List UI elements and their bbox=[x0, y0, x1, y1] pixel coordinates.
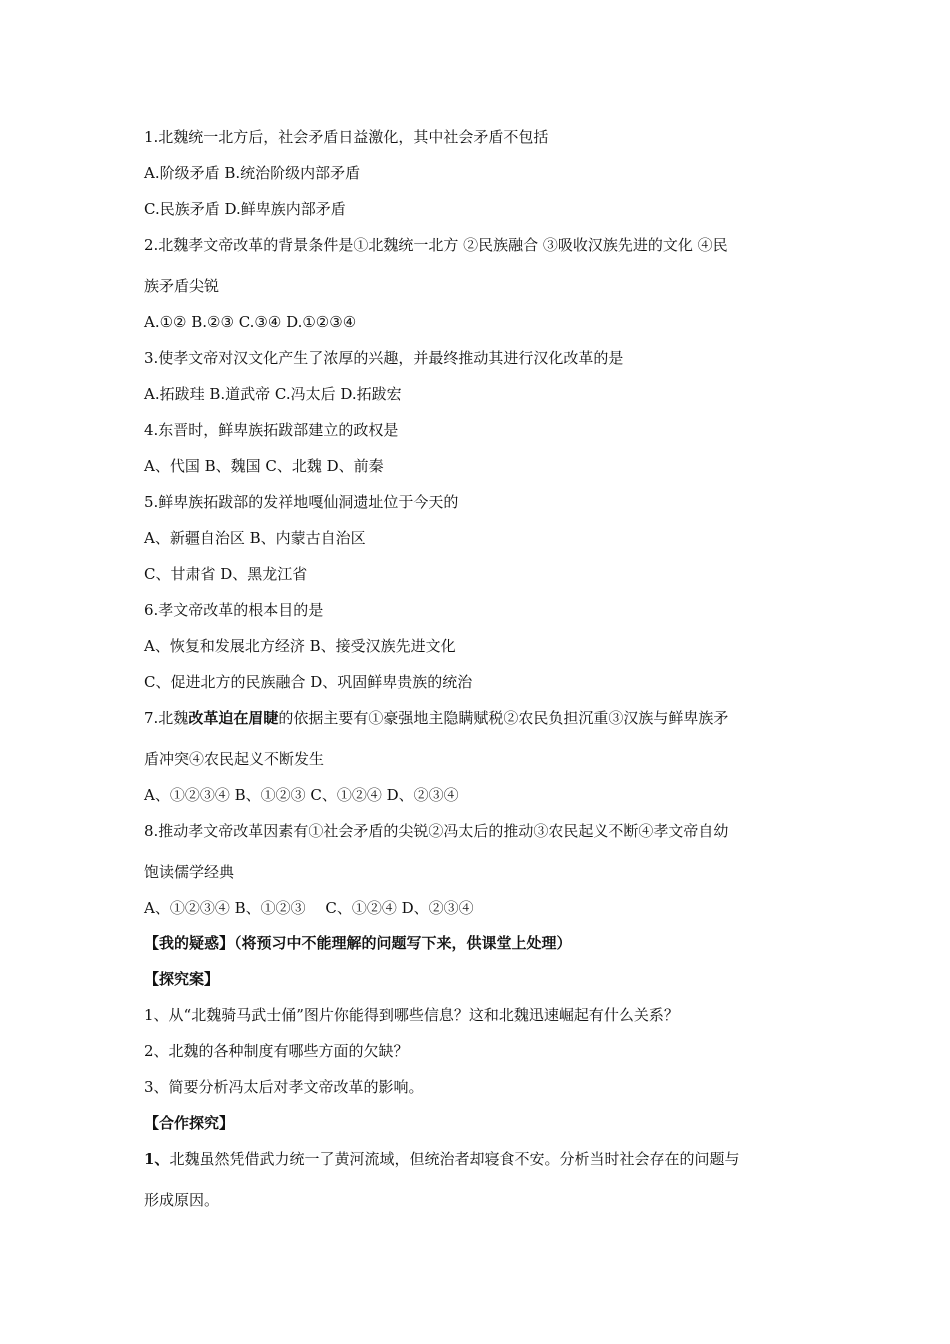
q1-options-ab: A.阶级矛盾 B.统治阶级内部矛盾 bbox=[144, 164, 361, 182]
q3-options: A.拓跋珪 B.道武帝 C.冯太后 D.拓跋宏 bbox=[144, 385, 402, 403]
q1-options-cd: C.民族矛盾 D.鲜卑族内部矛盾 bbox=[144, 200, 346, 218]
coop-item-1-text: 北魏虽然凭借武力统一了黄河流域，但统治者却寝食不安。分析当时社会存在的问题与 bbox=[169, 1150, 740, 1168]
q4-options: A、代国 B、魏国 C、北魏 D、前秦 bbox=[144, 457, 384, 475]
q7-stem-suffix: 的依据主要有①豪强地主隐瞒赋税②农民负担沉重③汉族与鲜卑族矛 bbox=[278, 709, 729, 727]
q3-stem: 3.使孝文帝对汉文化产生了浓厚的兴趣，并最终推动其进行汉化改革的是 bbox=[144, 349, 624, 367]
q2-stem-line2: 族矛盾尖锐 bbox=[144, 277, 220, 295]
coop-item-1-number: 1、 bbox=[144, 1150, 170, 1168]
q2-options: A.①② B.②③ C.③④ D.①②③④ bbox=[144, 313, 357, 331]
coop-item-1-line2: 形成原因。 bbox=[144, 1191, 220, 1209]
q8-stem-line2: 饱读儒学经典 bbox=[144, 863, 235, 881]
q5-stem: 5.鲜卑族拓跋部的发祥地嘎仙洞遗址位于今天的 bbox=[144, 493, 459, 511]
doubts-heading: 【我的疑惑】（将预习中不能理解的问题写下来，供课堂上处理） bbox=[144, 934, 572, 952]
q7-stem-prefix: 7.北魏 bbox=[144, 709, 189, 727]
explore-item-1: 1、从“北魏骑马武士俑”图片你能得到哪些信息？这和北魏迅速崛起有什么关系？ bbox=[144, 1006, 679, 1024]
coop-heading: 【合作探究】 bbox=[144, 1114, 235, 1132]
q6-options-cd: C、促进北方的民族融合 D、巩固鲜卑贵族的统治 bbox=[144, 673, 473, 691]
q6-stem: 6.孝文帝改革的根本目的是 bbox=[144, 601, 324, 619]
q7-stem-bold: 改革迫在眉睫 bbox=[188, 709, 279, 727]
q8-options: A、①②③④ B、①②③ C、①②④ D、②③④ bbox=[144, 899, 474, 917]
q2-stem-line1: 2.北魏孝文帝改革的背景条件是①北魏统一北方 ②民族融合 ③吸收汉族先进的文化 ④民 bbox=[144, 236, 728, 254]
q7-stem-line2: 盾冲突④农民起义不断发生 bbox=[144, 750, 325, 768]
explore-item-2: 2、北魏的各种制度有哪些方面的欠缺？ bbox=[144, 1042, 409, 1060]
q6-options-ab: A、恢复和发展北方经济 B、接受汉族先进文化 bbox=[144, 637, 456, 655]
q4-stem: 4.东晋时，鲜卑族拓跋部建立的政权是 bbox=[144, 421, 399, 439]
coop-item-1-line1 bbox=[144, 1149, 739, 1169]
explore-heading: 【探究案】 bbox=[144, 970, 220, 988]
q8-stem-line1: 8.推动孝文帝改革因素有①社会矛盾的尖锐②冯太后的推动③农民起义不断④孝文帝自幼 bbox=[144, 822, 729, 840]
q1-stem: 1.北魏统一北方后，社会矛盾日益激化，其中社会矛盾不包括 bbox=[144, 128, 549, 146]
q5-options-cd: C、甘肃省 D、黑龙江省 bbox=[144, 565, 308, 583]
explore-item-3: 3、简要分析冯太后对孝文帝改革的影响。 bbox=[144, 1078, 424, 1096]
q7-stem-line1 bbox=[144, 708, 728, 728]
q7-options: A、①②③④ B、①②③ C、①②④ D、②③④ bbox=[144, 786, 459, 804]
q5-options-ab: A、新疆自治区 B、内蒙古自治区 bbox=[144, 529, 366, 547]
